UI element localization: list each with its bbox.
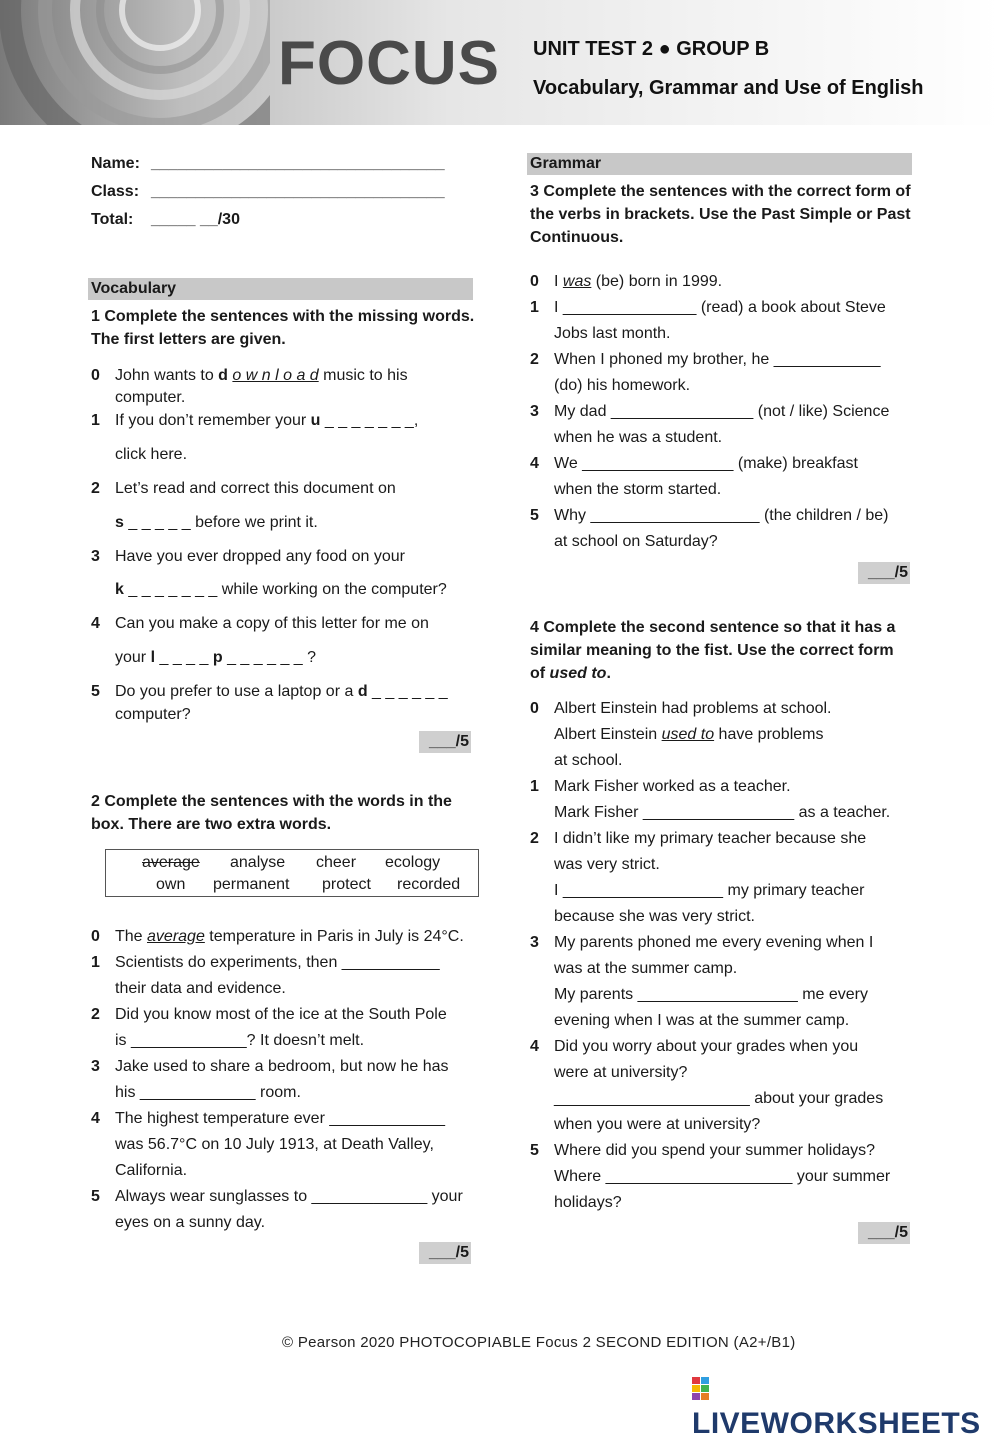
ex4-instruction-2: similar meaning to the fist. Use the correct form	[530, 642, 894, 659]
ex1-item-3-number: 3	[91, 548, 100, 565]
ex1-item-1-blank[interactable]: _ _ _ _ _ _ _,	[320, 412, 419, 429]
ex4-item-5-number: 5	[530, 1142, 539, 1159]
ex1-item-2-number: 2	[91, 480, 100, 497]
ex4-item-3-line4: evening when I was at the summer camp.	[554, 1012, 850, 1029]
class-label: Class:	[91, 183, 140, 200]
ex1-item-3: Have you ever dropped any food on your	[115, 548, 405, 565]
ex1-item-0-line2: computer.	[115, 389, 186, 406]
ex3-item-5-line2: at school on Saturday?	[554, 533, 718, 550]
ex1-item-5-blank[interactable]: _ _ _ _ _ _	[367, 683, 448, 700]
ex1-instruction: 1 Complete the sentences with the missing words.	[91, 308, 475, 325]
ex3-item-4-line2: when the storm started.	[554, 481, 722, 498]
ex4-item-1-line2[interactable]: Mark Fisher _________________ as a teacher.	[554, 804, 891, 821]
word-box	[105, 849, 479, 897]
ex4-instruction: 4 Complete the second sentence so that it has a	[530, 619, 896, 636]
ex3-item-2-number: 2	[530, 351, 539, 368]
grammar-section-header: Grammar	[527, 153, 912, 175]
ex4-item-1: Mark Fisher worked as a teacher.	[554, 778, 791, 795]
ex3-item-0-number: 0	[530, 273, 539, 290]
ex1-item-5-number: 5	[91, 683, 100, 700]
word-box-word: own	[156, 876, 186, 893]
total-field[interactable]: _____ __/30	[151, 211, 240, 228]
ex2-instruction-2: box. There are two extra words.	[91, 816, 332, 833]
ex1-item-4-number: 4	[91, 615, 100, 632]
ex1-item-0-number: 0	[91, 367, 100, 384]
ex4-item-3-line3[interactable]: My parents __________________ me every	[554, 986, 868, 1003]
focus-logo: FOCUS	[278, 29, 500, 98]
word-box-word: protect	[322, 876, 371, 893]
word-box-word: ecology	[385, 854, 441, 871]
ex4-item-5-line2[interactable]: Where _____________________ your summer	[554, 1168, 891, 1185]
ex2-item-1-line2: their data and evidence.	[115, 980, 286, 997]
ex2-item-4-number: 4	[91, 1110, 100, 1127]
ex1-item-2-blank[interactable]: _ _ _ _ _ before we print it.	[123, 514, 318, 531]
ex3-item-2[interactable]: When I phoned my brother, he ____________	[554, 351, 881, 368]
ex1-item-4: Can you make a copy of this letter for me on	[115, 615, 429, 632]
name-field[interactable]: _________________________________	[151, 155, 445, 172]
ex2-instruction: 2 Complete the sentences with the words in the	[91, 793, 452, 810]
ex1-item-3-blank[interactable]: _ _ _ _ _ _ _ while working on the computer?	[123, 581, 447, 598]
ex4-item-3-line2: was at the summer camp.	[554, 960, 738, 977]
ex4-score[interactable]: ___/5	[858, 1222, 910, 1244]
ex4-item-4-line3[interactable]: ______________________ about your grades	[554, 1090, 884, 1107]
ex3-instruction: 3 Complete the sentences with the correct form of	[530, 183, 911, 200]
ex2-item-4-line2: was 56.7°C on 10 July 1913, at Death Valley,	[115, 1136, 434, 1153]
ex1-item-4-blank-2[interactable]: _ _ _ _ _ _ ?	[222, 649, 317, 666]
ex1-item-2-line2: s _ _ _ _ _ before we print it.	[115, 514, 318, 531]
ex2-item-1[interactable]: Scientists do experiments, then ___________	[115, 954, 440, 971]
ex3-item-1-number: 1	[530, 299, 539, 316]
ex1-item-2: Let’s read and correct this document on	[115, 480, 396, 497]
ex4-item-0-line2: Albert Einstein used to have problems	[554, 726, 824, 743]
ex1-score[interactable]: ___/5	[419, 731, 471, 753]
ex4-item-4-line4: when you were at university?	[554, 1116, 761, 1133]
ex3-item-3-line2: when he was a student.	[554, 429, 723, 446]
ex2-item-3: Jake used to share a bedroom, but now he has	[115, 1058, 449, 1075]
ex4-item-4-number: 4	[530, 1038, 539, 1055]
ex3-item-4-number: 4	[530, 455, 539, 472]
ex2-item-5-line2: eyes on a sunny day.	[115, 1214, 266, 1231]
vocabulary-section-header: Vocabulary	[88, 278, 473, 300]
ex3-item-3-number: 3	[530, 403, 539, 420]
word-box-word: analyse	[230, 854, 286, 871]
ex3-score[interactable]: ___/5	[858, 562, 910, 584]
ex1-item-1-number: 1	[91, 412, 100, 429]
ex3-item-0: I was (be) born in 1999.	[554, 273, 723, 290]
test-subtitle: Vocabulary, Grammar and Use of English	[533, 77, 924, 99]
word-box-word: average	[142, 854, 200, 871]
ex4-item-4: Did you worry about your grades when you	[554, 1038, 859, 1055]
ex1-item-1-line2: click here.	[115, 446, 188, 463]
ex1-item-5-line2: computer?	[115, 706, 191, 723]
ex3-item-3[interactable]: My dad ________________ (not / like) Science	[554, 403, 890, 420]
word-box-word: recorded	[397, 876, 461, 893]
word-box-word: permanent	[213, 876, 290, 893]
ex1-item-4-blank-1[interactable]: _ _ _ _	[155, 649, 213, 666]
ex3-item-1[interactable]: I _______________ (read) a book about Steve	[554, 299, 886, 316]
liveworksheets-logo: LIVEWORKSHEETS	[692, 1373, 1000, 1441]
total-label: Total:	[91, 211, 134, 228]
ex1-item-3-line2: k _ _ _ _ _ _ _ while working on the computer?	[115, 581, 447, 598]
ex3-item-4[interactable]: We _________________ (make) breakfast	[554, 455, 858, 472]
header-banner	[0, 0, 1000, 125]
ex4-instruction-3: of used to.	[530, 665, 611, 682]
ex4-item-4-line2: were at university?	[554, 1064, 688, 1081]
ex4-item-3-number: 3	[530, 934, 539, 951]
ex4-item-2-line2: was very strict.	[554, 856, 660, 873]
ex2-item-3-number: 3	[91, 1058, 100, 1075]
ex2-item-2: Did you know most of the ice at the South Pole	[115, 1006, 447, 1023]
ex3-item-2-line2: (do) his homework.	[554, 377, 691, 394]
ex1-item-5: Do you prefer to use a laptop or a d _ _ _ _ _ _	[115, 683, 448, 700]
ex2-score[interactable]: ___/5	[419, 1242, 471, 1264]
ex2-item-4-line3: California.	[115, 1162, 188, 1179]
ex2-item-2-number: 2	[91, 1006, 100, 1023]
unit-test-title: UNIT TEST 2 ● GROUP B	[533, 38, 770, 60]
ex2-item-3-line2[interactable]: his _____________ room.	[115, 1084, 301, 1101]
ex3-item-5[interactable]: Why ___________________ (the children / be)	[554, 507, 889, 524]
class-field[interactable]: _________________________________	[151, 183, 445, 200]
ex4-item-2: I didn’t like my primary teacher because she	[554, 830, 867, 847]
ex3-instruction-3: Continuous.	[530, 229, 624, 246]
ex2-item-5[interactable]: Always wear sunglasses to _____________ your	[115, 1188, 463, 1205]
ex3-instruction-2: the verbs in brackets. Use the Past Simple or Past	[530, 206, 911, 223]
ex4-item-2-line4: because she was very strict.	[554, 908, 755, 925]
word-box-word: cheer	[316, 854, 357, 871]
ex4-item-5-line3: holidays?	[554, 1194, 622, 1211]
ex3-item-1-line2: Jobs last month.	[554, 325, 671, 342]
ex1-instruction-2: The first letters are given.	[91, 331, 286, 348]
ex4-item-3: My parents phoned me every evening when I	[554, 934, 874, 951]
ex3-item-5-number: 5	[530, 507, 539, 524]
copyright-footer: © Pearson 2020 PHOTOCOPIABLE Focus 2 SECOND EDITION (A2+/B1)	[282, 1334, 796, 1351]
ex1-item-0: John wants to d o w n l o a d music to his	[115, 367, 408, 384]
ex4-item-5: Where did you spend your summer holidays?	[554, 1142, 876, 1159]
ex4-item-0-line3: at school.	[554, 752, 623, 769]
liveworksheets-cube-icon	[692, 1377, 710, 1401]
ex2-item-1-number: 1	[91, 954, 100, 971]
ex2-item-0-number: 0	[91, 928, 100, 945]
ex4-item-2-line3[interactable]: I __________________ my primary teacher	[554, 882, 865, 899]
name-label: Name:	[91, 155, 140, 172]
ex2-item-2-line2[interactable]: is _____________? It doesn’t melt.	[115, 1032, 365, 1049]
ex4-item-0: Albert Einstein had problems at school.	[554, 700, 832, 717]
swirl-graphic	[0, 0, 270, 125]
ex2-item-4[interactable]: The highest temperature ever _____________	[115, 1110, 446, 1127]
ex1-item-1: If you don’t remember your u _ _ _ _ _ _ _,	[115, 412, 419, 429]
ex4-item-1-number: 1	[530, 778, 539, 795]
ex4-item-2-number: 2	[530, 830, 539, 847]
ex2-item-0: The average temperature in Paris in July is 24°C.	[115, 928, 464, 945]
ex4-item-0-number: 0	[530, 700, 539, 717]
ex2-item-5-number: 5	[91, 1188, 100, 1205]
ex1-item-4-line2: your l _ _ _ _ p _ _ _ _ _ _ ?	[115, 649, 317, 666]
